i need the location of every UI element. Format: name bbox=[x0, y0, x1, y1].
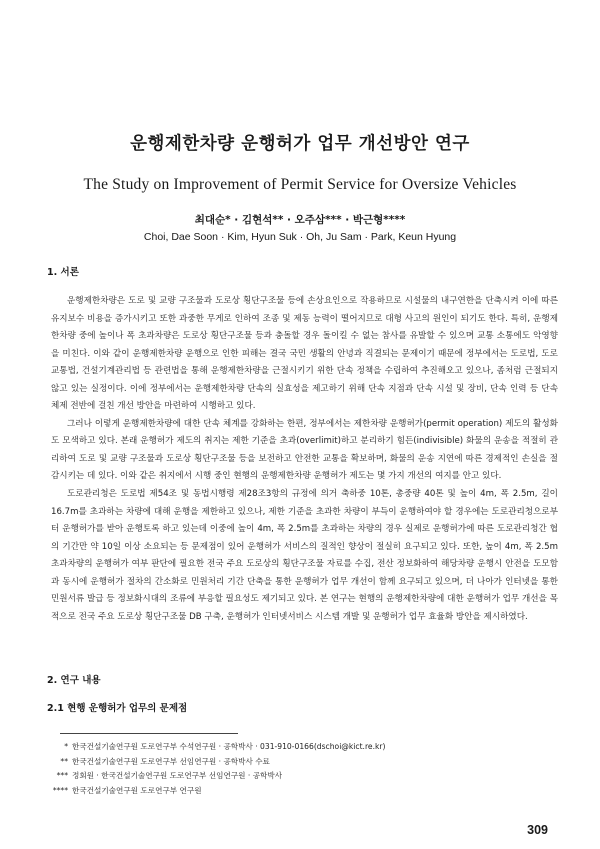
subsection-2-1-heading: 2.1 현행 운행허가 업무의 문제점 bbox=[47, 703, 188, 714]
footnote bbox=[48, 784, 548, 799]
section-1-heading: 1. 서론 bbox=[47, 267, 79, 278]
section-1-body bbox=[51, 293, 558, 626]
paragraph: 운행제한차량은 도로 및 교량 구조물과 도로상 횡단구조물 등에 손상요인으로 작용하므로 시설물의 내구연한을 단축시켜 이에 따른 유지보수 비용을 증가시키고 또한 과중한 무게로 인하여 조종 및 제동 능력이 떨어지므로 대형 사고의 원인이 되기도 한다. 특히, 운행제한차량 중에 높이나 폭 초과차량은 도로상 횡단구조물 등과 충돌할 경우 돌이킬 수 없는 참사를 유발할 수 있으며 교통 소통에도 악영향을 미친다. 이와 같이 운행제한차량 운행으로 인한 피해는 결국 국민 생활의 안녕과 직결되는 문제이기 때문에 정부에서는 도로법, 도로교통법, 건설기계관리법 등 관련법을 통해 운행제한차량을 근절시키기 위한 단속 정책을 수립하여 추진해오고 있으나, 좀처럼 근절되지 않고 있는 실정이다. 이에 정부에서는 운행제한차량 단속의 실효성을 제고하기 위해 단속 지점과 단속 시설 및 장비, 단속 인력 등 단속 체제 전반에 걸친 개선 방안을 마련하여 시행하고 있다. bbox=[51, 296, 558, 412]
footnote-mark: **** bbox=[52, 785, 68, 795]
authors-korean: 최대순* · 김현석** · 오주삼*** · 박근형**** bbox=[194, 214, 406, 226]
paragraph: 도로관리청은 도로법 제54조 및 동법시행령 제28조3항의 규정에 의거 축하중 10톤, 총중량 40톤 및 높이 4m, 폭 2.5m, 길이 16.7m를 초과하는 차량에 대해 운행을 제한하고 있으나, 제한 기준을 초과한 차량이 부득이 운행하여야 할 경우에는 도로관리청으로부터 운행허가를 받아 운행토록 하고 있는데 이중에 높이 4m, 폭 2.5m를 초과하는 차량의 경우 실제로 운행허가에 따른 도로관리청간 협의 기간만 약 10일 이상 소요되는 등 문제점이 있어 운행허가 서비스의 질적인 향상이 절실히 요구되고 있다. 또한, 높이 4m, 폭 2.5m 초과차량의 운행허가 여부 판단에 필요한 전국 주요 도로상의 횡단구조물 자료를 수집, 전산 정보화하여 해당차량 운행시 안전을 도모함과 동시에 운행허가 절차의 간소화로 민원처리 기간 단축을 통한 운행허가 업무 개선이 함께 요구되고 있으며, 더 나아가 인터넷을 통한 민원서류 발급 등 정보화시대의 조류에 부응할 필요성도 제기되고 있다. 본 연구는 현행의 운행제한차량에 대한 운행허가 업무 개선을 목적으로 전국 주요 도로상 횡단구조물 DB 구축, 운행허가 인터넷서비스 시스템 개발 및 운행허가 업무 효율화 방안을 제시하였다. bbox=[51, 489, 558, 622]
footnote bbox=[48, 740, 548, 755]
footnote-text: 한국건설기술연구원 도로연구부 선임연구원 · 공학박사 수료 bbox=[72, 756, 270, 766]
page-number: 309 bbox=[527, 823, 548, 837]
footnote-text: 정회원 · 한국건설기술연구원 도로연구부 선임연구원 · 공학박사 bbox=[72, 771, 283, 781]
paragraph: 그러나 이렇게 운행제한차량에 대한 단속 체계를 강화하는 한편, 정부에서는 제한차량 운행허가(permit operation) 제도의 활성화도 모색하고 있다. 본래 운행허가 제도의 취지는 제한 기준을 초과(overlimit)하고 분리하기 힘든(indivisible) 화물의 운송을 적절히 관리하여 도로 및 교량 구조물과 도로상 횡단구조물 등을 보전하고 안전한 교통을 확보하며, 화물의 운송 지연에 따른 경제적인 손실을 절감시키는 데 있다. 이와 같은 취지에서 시행 중인 현행의 운행제한차량 운행허가 제도는 몇 가지 개선의 여지를 안고 있다. bbox=[51, 418, 558, 482]
footnote-mark: * bbox=[64, 742, 68, 751]
footnote-divider bbox=[60, 733, 238, 734]
authors-english: Choi, Dae Soon · Kim, Hyun Suk · Oh, Ju Sam · Park, Keun Hyung bbox=[143, 231, 457, 243]
footnote-mark: *** bbox=[56, 771, 68, 781]
section-2-heading: 2. 연구 내용 bbox=[47, 675, 101, 686]
footnote-text: 한국건설기술연구원 도로연구부 연구원 bbox=[72, 785, 202, 795]
footnote bbox=[48, 769, 548, 784]
footnote bbox=[48, 755, 548, 770]
footnote-mark: ** bbox=[60, 756, 68, 766]
footnote-text: 한국건설기술연구원 도로연구부 수석연구원 · 공학박사 · 031-910-0166(dschoi@kict.re.kr) bbox=[72, 742, 386, 751]
footnotes bbox=[48, 740, 548, 798]
title-korean: 운행제한차량 운행허가 업무 개선방안 연구 bbox=[130, 134, 470, 154]
title-english: The Study on Improvement of Permit Service for Oversize Vehicles bbox=[83, 176, 517, 193]
